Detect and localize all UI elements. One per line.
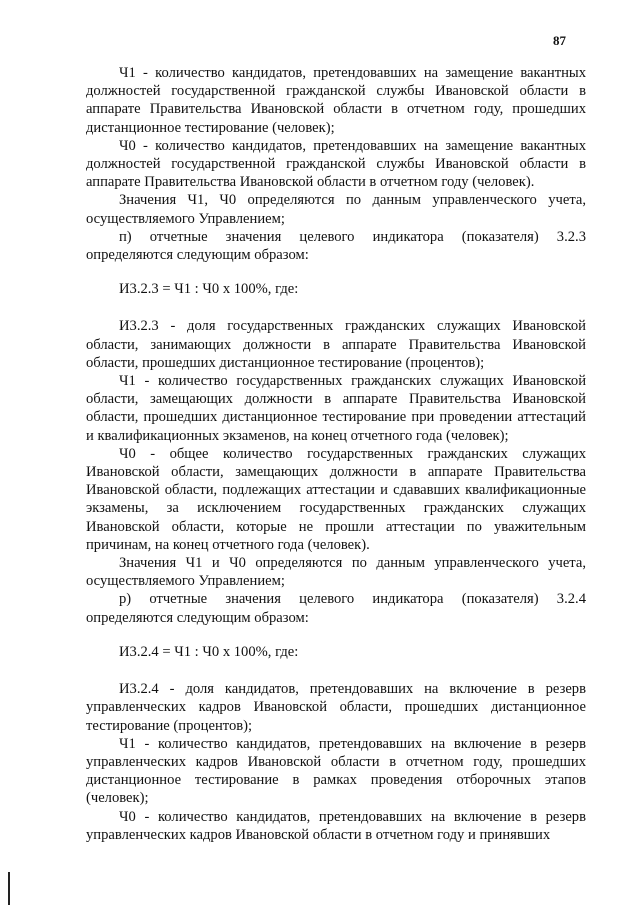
definition-ch1-reserve: Ч1 - количество кандидатов, претендовавших на включение в резерв управленческих кадров Ивановской области в отчетном году, прошедших дистанционное тестирование в рамках проведения отборочных этапов (человек); xyxy=(86,735,586,807)
definition-ch0-candidates: Ч0 - количество кандидатов, претендовавших на замещение вакантных должностей государственной гражданской службы Ивановской области в аппарате Правительства Ивановской области в отчетном году (человек). xyxy=(86,137,586,191)
definition-ch0-employees: Ч0 - общее количество государственных гражданских служащих Ивановской области, замещающих должности в аппарате Правительства Ивановской области, подлежащих аттестации и сдававших квалификационные экзамены, за исключением государственных гражданских служащих Ивановской области, которые не прошли аттестации по уважительным причинам, на конец отчетного года (человек). xyxy=(86,445,586,553)
definition-i3-2-4: И3.2.4 - доля кандидатов, претендовавших на включение в резерв управленческих кадров Ивановской области, прошедших дистанционное тестирование (процентов); xyxy=(86,681,586,734)
definition-ch1-candidates: Ч1 - количество кандидатов, претендовавших на замещение вакантных должностей государственной гражданской службы Ивановской области в аппарате Правительства Ивановской области в отчетном году, прошедших дистанционное тестирование (человек); xyxy=(86,65,586,136)
definition-ch0-reserve: Ч0 - количество кандидатов, претендовавших на включение в резерв управленческих кадров Ивановской области в отчетном году и принявших xyxy=(86,808,586,843)
item-p-intro: п) отчетные значения целевого индикатора (показателя) 3.2.3 определяются следующим образом: xyxy=(86,228,586,264)
values-source-note-2: Значения Ч1 и Ч0 определяются по данным управленческого учета, осуществляемого Управлением; xyxy=(86,555,586,590)
formula-i3-2-4: И3.2.4 = Ч1 : Ч0 х 100%, где: xyxy=(119,643,299,660)
document-body xyxy=(86,64,586,844)
definition-ch1-employees: Ч1 - количество государственных гражданских служащих Ивановской области, замещающих должности в аппарате Правительства Ивановской области, прошедших дистанционное тестирование при проведении аттестаций и квалификационных экзаменов, на конец отчетного года (человек); xyxy=(86,373,586,444)
formula-i3-2-3: И3.2.3 = Ч1 : Ч0 х 100%, где: xyxy=(119,281,299,298)
item-r-intro: р) отчетные значения целевого индикатора (показателя) 3.2.4 определяются следующим образом: xyxy=(86,591,586,626)
page-number: 87 xyxy=(553,33,566,48)
scan-margin-mark xyxy=(8,872,10,905)
definition-i3-2-3: И3.2.3 - доля государственных гражданских служащих Ивановской области, занимающих должности в аппарате Правительства Ивановской области, прошедших дистанционное тестирование (процентов); xyxy=(86,318,586,371)
values-source-note: Значения Ч1, Ч0 определяются по данным управленческого учета, осуществляемого Управлением; xyxy=(86,192,586,227)
